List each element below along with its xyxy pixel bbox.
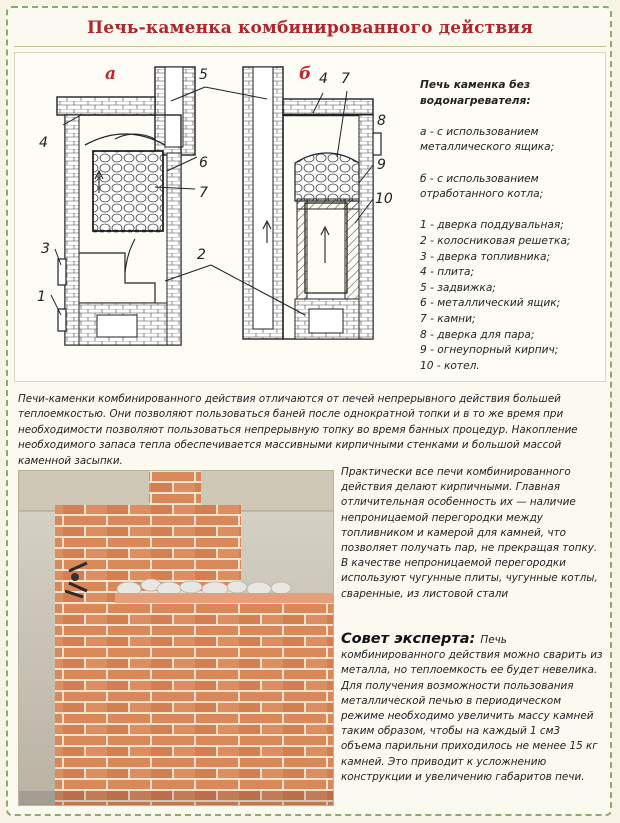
stove-photo — [18, 470, 334, 806]
diagram-legend — [420, 78, 600, 374]
callout-9: 9 — [377, 157, 386, 173]
legend-item: 8 - дверка для пара; — [420, 328, 535, 341]
title-divider — [14, 46, 606, 47]
diagram-variant-a — [51, 67, 197, 345]
variant-b-letter: б — [299, 64, 312, 84]
callout-10: 10 — [375, 191, 393, 207]
intro-paragraph: Печи-каменки комбинированного действия отличаются от печей непрерывного действия большей теплоемкостью. Они позволяют пользоваться баней после однократной топки и в то же время при необходимости позволяют пользоваться непрерывную топку во время банных процедур. Накопление необходимого запаса тепла обеспечивается массивными кирпичными стенками и большой массой каменной засыпки. — [18, 393, 578, 467]
legend-variant-a-2: металлического ящика; — [420, 141, 555, 154]
expert-tip-heading: Совет эксперта: — [341, 631, 481, 647]
legend-item: 9 - огнеупорный кирпич; — [420, 344, 559, 357]
legend-heading-2: водонагревателя: — [420, 94, 531, 107]
legend-item: 10 - котел. — [420, 359, 480, 372]
legend-item: 2 - колосниковая решетка; — [420, 234, 571, 247]
callout-7b: 7 — [341, 71, 350, 87]
brick-stove-illustration — [19, 471, 334, 806]
legend-item: 1 - дверка поддувальная; — [420, 219, 564, 232]
legend-item: 5 - задвижка; — [420, 281, 496, 294]
callout-7a: 7 — [199, 185, 208, 201]
expert-tip-text: Печь комбинированного действия можно сварить из металла, но теплоемкость ее будет невелика. Для получения возможности пользования металлической печью в периодическом режиме необходимо увеличить массу камней таким образом, чтобы на каждый 1 см3 объема парильни приходилось не менее 15 кг камней. Это приводит к усложнению конструкции и увеличению габаритов печи. — [341, 634, 603, 783]
legend-item: 3 - дверка топливника; — [420, 250, 551, 263]
expert-tip — [341, 632, 603, 785]
variant-a-letter: а — [105, 64, 117, 84]
legend-variant-b-1: б - с использованием — [420, 172, 539, 185]
callout-1: 1 — [37, 289, 46, 305]
legend-heading-1: Печь каменка без — [420, 79, 530, 91]
callout-8: 8 — [377, 113, 386, 129]
callout-3: 3 — [41, 241, 50, 257]
page-title: Печь-каменка комбинированного действия — [87, 18, 533, 38]
legend-item: 6 - металлический ящик; — [420, 297, 561, 310]
legend-item: 7 - камни; — [420, 312, 476, 325]
diagram-variant-b — [165, 67, 381, 339]
legend-variant-b-2: отработанного котла; — [420, 188, 544, 201]
callout-6: 6 — [199, 155, 208, 171]
callout-5: 5 — [199, 67, 208, 83]
legend-variant-a-1: а - с использованием — [420, 125, 539, 138]
callout-4b: 4 — [319, 71, 328, 87]
callout-4a: 4 — [39, 135, 48, 151]
callout-2: 2 — [197, 247, 206, 263]
legend-item: 4 - плита; — [420, 266, 475, 279]
brick-stoves-paragraph: Практически все печи комбинированного действия делают кирпичными. Главная отличительная особенность их — наличие непроницаемой перегородки между топливником и камерой для камней, что позволяет получать пар, не прекращая топку. В качестве непроницаемой перегородки используют чугунные плиты, чугунные котлы, сваренные, из листовой стали — [341, 466, 598, 600]
